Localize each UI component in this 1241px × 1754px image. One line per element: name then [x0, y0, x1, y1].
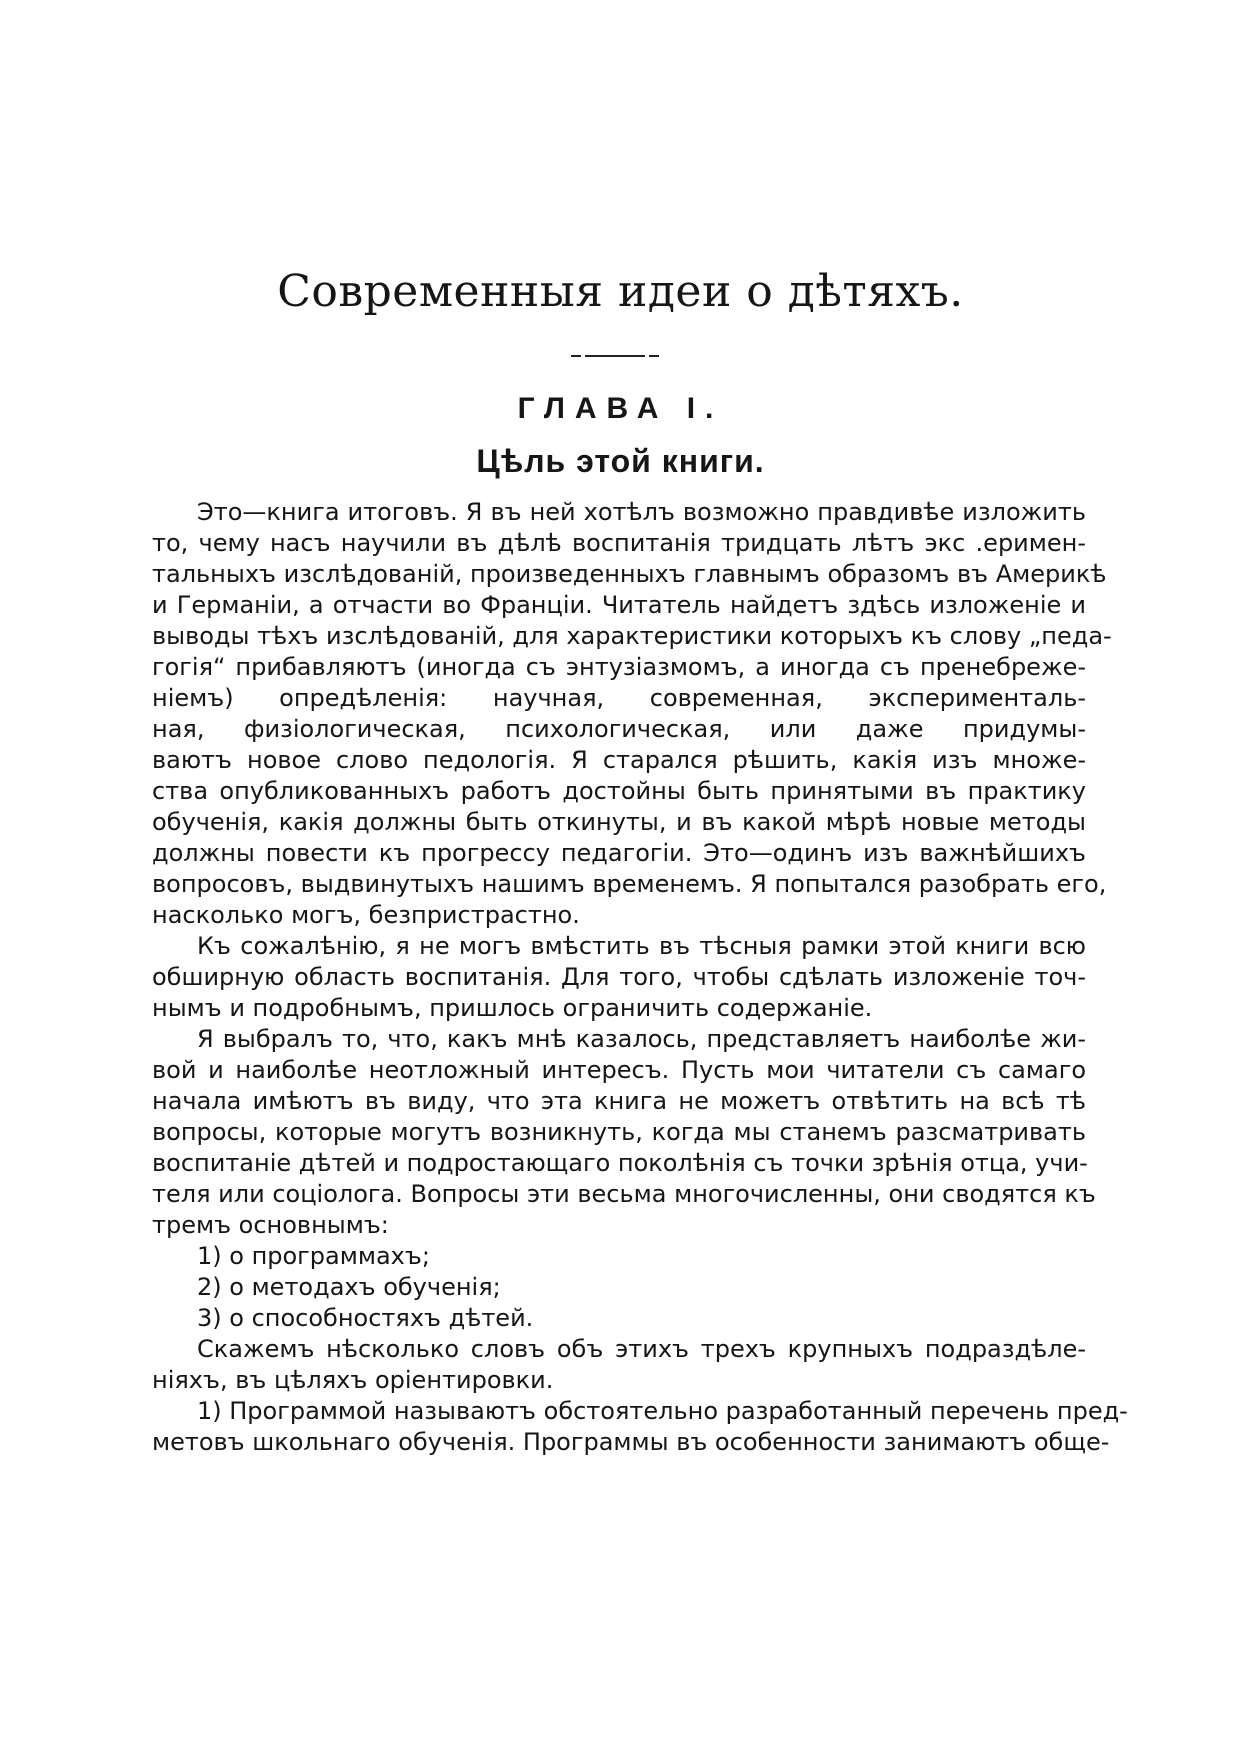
text-line: Къ сожалѣнію, я не могъ вмѣстить въ тѣсныя рамки этой книги всю: [197, 932, 1086, 960]
text-line: ства опубликованныхъ работъ достойны быть принятыми въ практику: [152, 777, 1086, 805]
text-line: воспитаніе дѣтей и подростающаго поколѣнія съ точки зрѣнія отца, учи-: [152, 1149, 1088, 1177]
text-line: тальныхъ изслѣдованій, произведенныхъ главнымъ образомъ въ Америкѣ: [152, 560, 1107, 588]
text-line: вой и наиболѣе неотложный интересъ. Пусть мои читатели съ самаго: [152, 1056, 1086, 1084]
text-line: то, чему насъ научили въ дѣлѣ воспитанія тридцать лѣтъ экс .еримен-: [152, 529, 1086, 557]
body-text: [152, 497, 1128, 1458]
text-line: выводы тѣхъ изслѣдованій, для характеристики которыхъ къ слову „педа-: [152, 622, 1112, 650]
text-line: ная, физіологическая, психологическая, или даже придумы-: [152, 715, 1086, 743]
title-ornament-divider: [585, 355, 645, 357]
text-line: гогія“ прибавляютъ (иногда съ энтузіазмомъ, а иногда съ пренебреже-: [152, 653, 1086, 681]
text-line: вопросовъ, выдвинутыхъ нашимъ временемъ. Я попытался разобрать его,: [152, 870, 1107, 898]
page-title: Современныя идеи о дѣтяхъ.: [277, 266, 964, 317]
list-item: 3) о способностяхъ дѣтей.: [197, 1304, 534, 1332]
text-line: ваютъ новое слово педологія. Я старался рѣшить, какія изъ множе-: [152, 746, 1086, 774]
list-item: 1) о программахъ;: [197, 1242, 430, 1270]
text-line: должны повести къ прогрессу педагогіи. Это—одинъ изъ важнѣйшихъ: [152, 839, 1086, 867]
text-line: Скажемъ нѣсколько словъ объ этихъ трехъ крупныхъ подраздѣле-: [197, 1335, 1086, 1363]
text-line: начала имѣютъ въ виду, что эта книга не можетъ отвѣтить на всѣ тѣ: [152, 1087, 1086, 1115]
chapter-heading: ГЛАВА I.: [517, 392, 724, 425]
list-item: 2) о методахъ обученія;: [197, 1273, 501, 1301]
chapter-subtitle: Цѣль этой книги.: [476, 443, 765, 479]
text-line: Я выбралъ то, что, какъ мнѣ казалось, представляетъ наиболѣе жи-: [197, 1025, 1086, 1053]
text-line: обширную область воспитанія. Для того, чтобы сдѣлать изложеніе точ-: [152, 963, 1086, 991]
text-line: нымъ и подробнымъ, пришлось ограничить содержаніе.: [152, 994, 873, 1022]
text-line: Это—книга итоговъ. Я въ ней хотѣлъ возможно правдивѣе изложить: [197, 498, 1086, 526]
text-line: теля или соціолога. Вопросы эти весьма многочисленны, они сводятся къ: [152, 1180, 1096, 1208]
text-line: ніемъ) опредѣленія: научная, современная, эксперименталь-: [152, 684, 1086, 712]
text-line: обученія, какія должны быть откинуты, и въ какой мѣрѣ новые методы: [152, 808, 1086, 836]
text-line: метовъ школьнаго обученія. Программы въ особенности занимаютъ обще-: [152, 1428, 1110, 1456]
text-line: насколько могъ, безпристрастно.: [152, 901, 580, 929]
text-line: и Германіи, а отчасти во Франціи. Читатель найдетъ здѣсь изложеніе и: [152, 591, 1086, 619]
text-line: 1) Программой называютъ обстоятельно разработанный перечень пред-: [197, 1397, 1128, 1425]
text-line: тремъ основнымъ:: [152, 1211, 389, 1239]
text-line: вопросы, которые могутъ возникнуть, когда мы станемъ разсматривать: [152, 1118, 1086, 1146]
text-line: ніяхъ, въ цѣляхъ оріентировки.: [152, 1366, 554, 1394]
